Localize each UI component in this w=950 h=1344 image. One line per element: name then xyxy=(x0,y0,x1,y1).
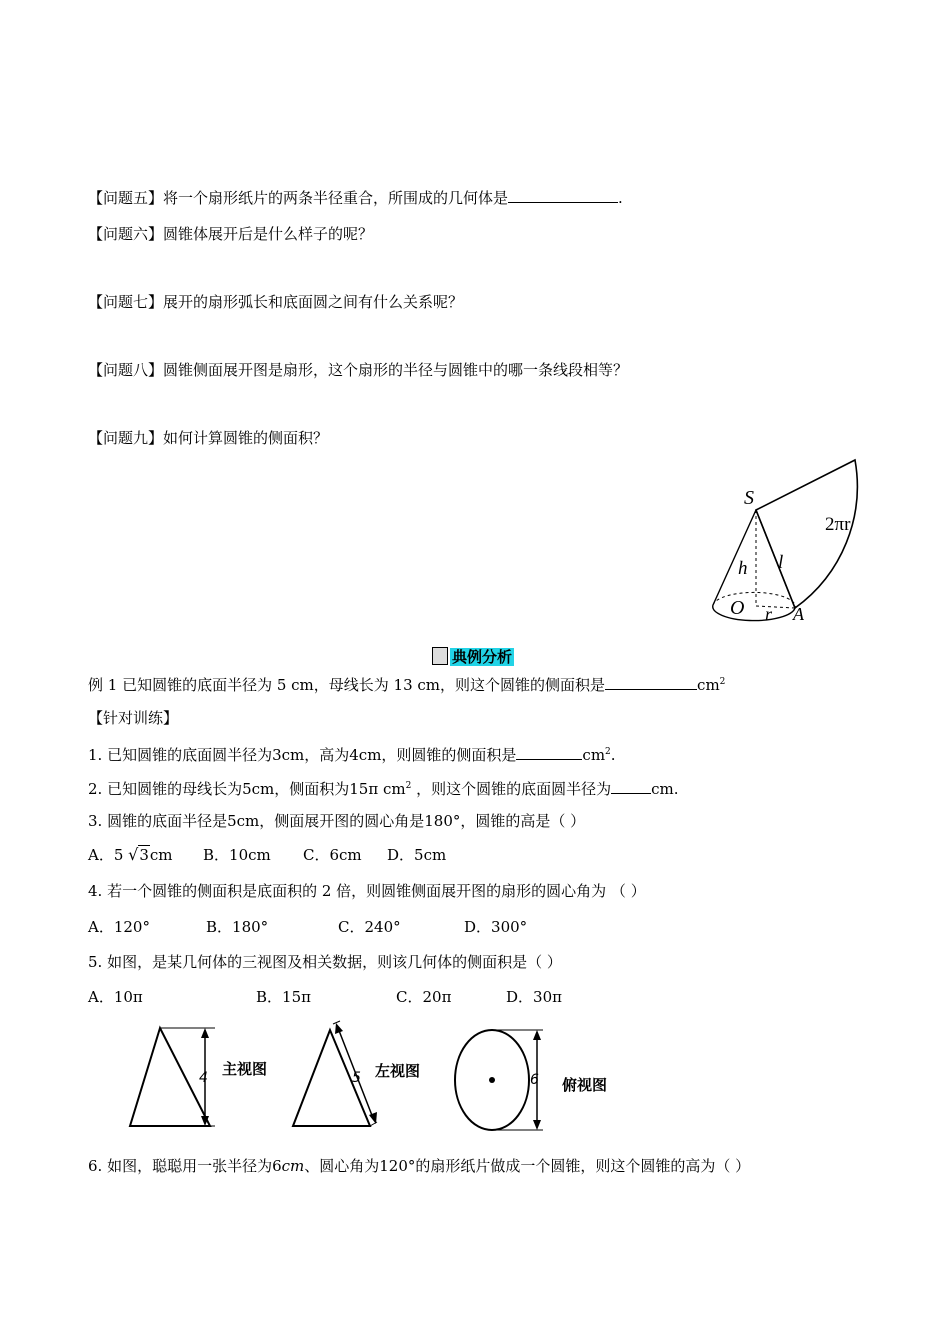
problem-2 xyxy=(88,776,679,799)
section-title-text: 典例分析 xyxy=(452,648,513,666)
cone-right-edge xyxy=(756,510,795,608)
period: . xyxy=(610,746,616,764)
front-view-label: 主视图 xyxy=(222,1060,268,1078)
question-8 xyxy=(88,360,628,380)
problem-text: 6. 如图，聪聪用一张半径为6 xyxy=(88,1157,282,1175)
question-label: 【问题五】 xyxy=(88,189,164,207)
question-text: 展开的扇形弧长和底面圆之间有什么关系呢？ xyxy=(163,293,464,311)
option-b[interactable]: B．10cm xyxy=(203,846,271,864)
problem-text: 3. 圆锥的底面半径是5cm，侧面展开图的圆心角是180°，圆锥的高是（ ） xyxy=(88,812,586,830)
option-c[interactable]: C．6cm xyxy=(303,846,362,864)
side-view-label: 左视图 xyxy=(375,1062,421,1080)
option-a[interactable]: A．120° xyxy=(88,918,150,936)
question-label: 【问题九】 xyxy=(88,429,164,447)
superscript: 2 xyxy=(719,677,726,687)
side-view-guide-top xyxy=(333,1021,340,1024)
label-S: S xyxy=(744,487,754,509)
side-arrow-down xyxy=(369,1112,377,1124)
cone-development-figure xyxy=(700,450,880,635)
unit: cm xyxy=(582,746,606,764)
side-dim-label: 5 xyxy=(352,1070,361,1086)
problem-text-cont: ，则这个圆锥的底面圆半径为 xyxy=(411,780,612,798)
title-box xyxy=(432,647,448,665)
question-text: 圆锥体展开后是什么样子的呢？ xyxy=(163,225,374,243)
question-label: 【问题七】 xyxy=(88,293,164,311)
top-view-label: 俯视图 xyxy=(562,1076,608,1094)
section-title xyxy=(432,647,514,667)
label-A: A xyxy=(793,604,804,624)
question-6 xyxy=(88,224,373,244)
problem-5-options xyxy=(88,987,562,1007)
label-r: r xyxy=(765,604,773,624)
front-arrow-up xyxy=(201,1028,209,1038)
option-d[interactable]: D．30π xyxy=(506,988,562,1006)
question-9 xyxy=(88,428,328,448)
problem-5 xyxy=(88,952,562,972)
unit: cm xyxy=(697,676,720,694)
answer-blank[interactable] xyxy=(508,188,618,203)
problem-3-options xyxy=(88,845,446,865)
sqrt-symbol: √3 xyxy=(128,845,149,864)
label-l: l xyxy=(778,552,784,573)
option-c[interactable]: C．240° xyxy=(338,918,401,936)
unit: cm. xyxy=(651,780,679,798)
problem-text: 4. 若一个圆锥的侧面积是底面积的 2 倍，则圆锥侧面展开图的扇形的圆心角为 （ ） xyxy=(88,882,646,900)
label-O: O xyxy=(730,597,745,619)
option-d[interactable]: D．5cm xyxy=(387,846,447,864)
option-c[interactable]: C．20π xyxy=(396,988,452,1006)
training-label: 【针对训练】 xyxy=(88,709,179,727)
answer-blank[interactable] xyxy=(516,745,582,760)
question-label: 【问题六】 xyxy=(88,225,164,243)
top-arrow-up xyxy=(533,1030,541,1040)
problem-text: 1. 已知圆锥的底面圆半径为3cm，高为4cm，则圆锥的侧面积是 xyxy=(88,746,517,764)
option-b[interactable]: B．15π xyxy=(256,988,311,1006)
question-7 xyxy=(88,292,463,312)
answer-blank[interactable] xyxy=(611,779,651,794)
superscript: 2 xyxy=(405,781,412,791)
base-back-arc xyxy=(713,592,795,608)
option-b[interactable]: B．180° xyxy=(206,918,269,936)
question-text: 如何计算圆锥的侧面积？ xyxy=(163,429,329,447)
front-dim-label: 4 xyxy=(199,1070,208,1086)
question-5 xyxy=(88,188,623,208)
question-text: 将一个扇形纸片的两条半径重合，所围成的几何体是 xyxy=(163,189,509,207)
question-text: 圆锥侧面展开图是扇形，这个扇形的半径与圆锥中的哪一条线段相等？ xyxy=(163,361,629,379)
unit: cm xyxy=(281,1157,305,1175)
top-dim-label: 6 xyxy=(530,1072,539,1088)
front-view-triangle xyxy=(130,1028,210,1126)
problem-4-options xyxy=(88,917,527,937)
top-arrow-down xyxy=(533,1120,541,1130)
cone-left-edge xyxy=(713,510,756,605)
radius-line xyxy=(756,606,795,608)
problem-text: 5. 如图，是某几何体的三视图及相关数据，则该几何体的侧面积是（ ） xyxy=(88,953,562,971)
top-view-center xyxy=(489,1077,495,1083)
example-text: 例 1 已知圆锥的底面半径为 5 cm，母线长为 13 cm，则这个圆锥的侧面积是 xyxy=(88,676,606,694)
option-a[interactable]: A．5 √3cm xyxy=(88,845,173,864)
problem-4 xyxy=(88,881,646,901)
option-a[interactable]: A．10π xyxy=(88,988,143,1006)
label-h: h xyxy=(738,558,748,579)
option-d[interactable]: D．300° xyxy=(464,918,528,936)
period: . xyxy=(618,189,623,207)
problem-3 xyxy=(88,811,585,831)
problem-1 xyxy=(88,742,616,765)
example-1 xyxy=(88,672,725,695)
problem-text: 2. 已知圆锥的母线长为5cm，侧面积为15π cm xyxy=(88,780,406,798)
answer-blank[interactable] xyxy=(605,675,697,690)
problem-6 xyxy=(88,1156,750,1176)
problem-text-cont: 、圆心角为120°的扇形纸片做成一个圆锥，则这个圆锥的高为（ ） xyxy=(304,1157,751,1175)
label-arc: 2πr xyxy=(825,514,851,535)
superscript: 2 xyxy=(605,747,611,757)
question-label: 【问题八】 xyxy=(88,361,164,379)
three-views-figure xyxy=(125,1020,625,1138)
side-arrow-up xyxy=(335,1023,343,1034)
